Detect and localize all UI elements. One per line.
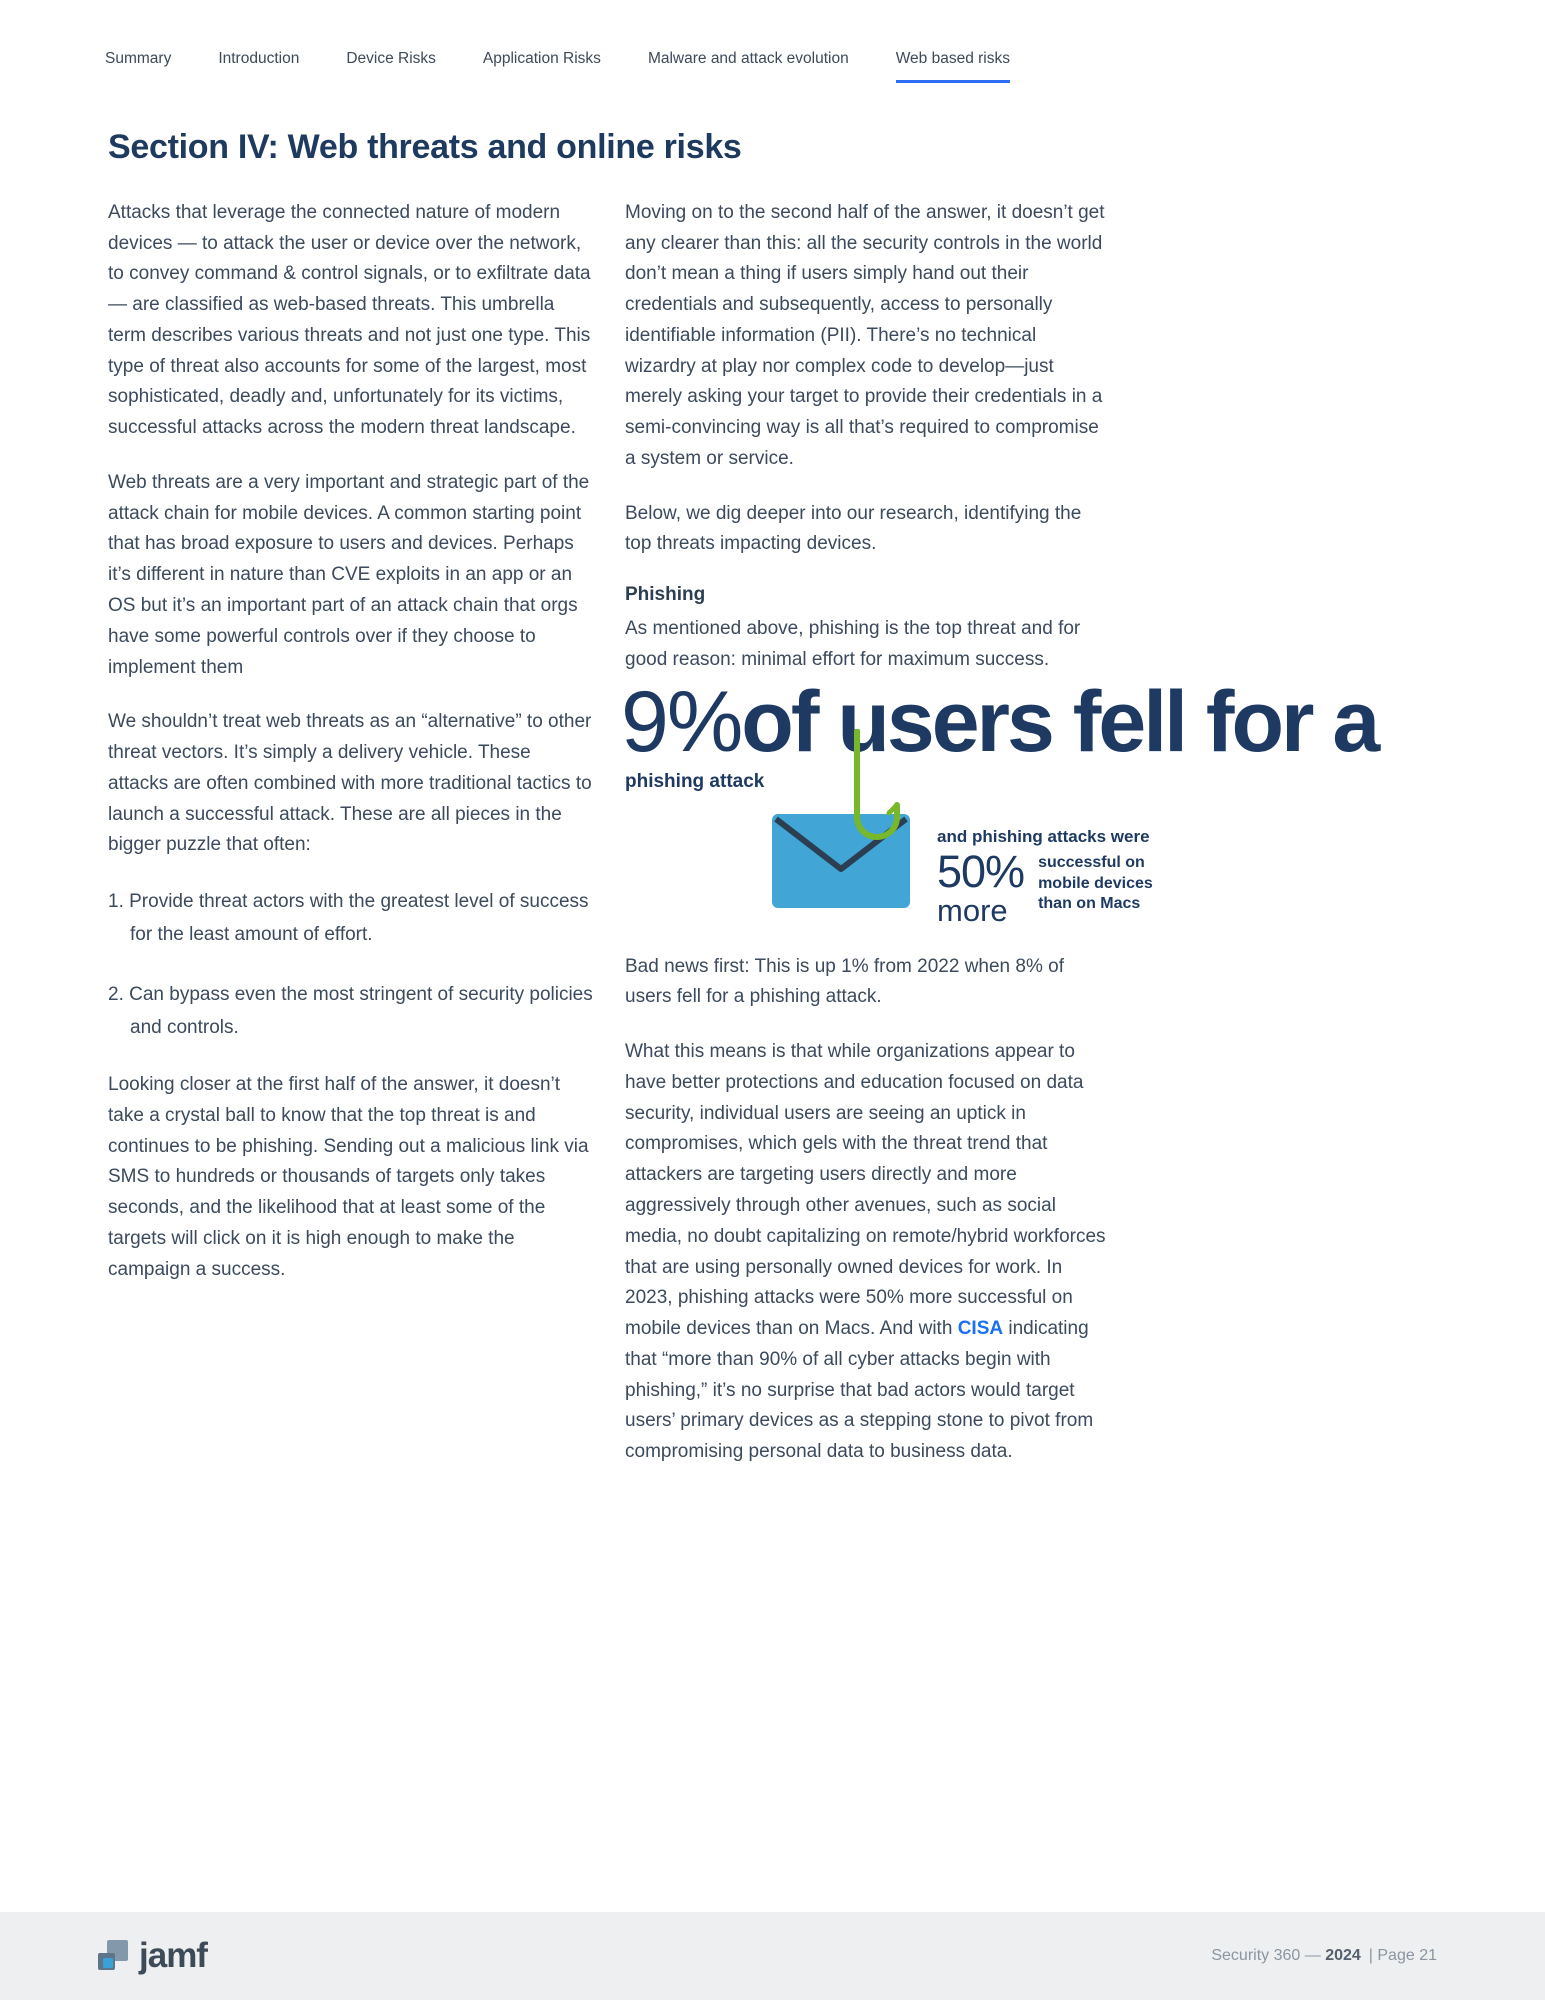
paragraph: Attacks that leverage the connected nature of modern devices — to attack the user or device over the network, to convey command & control signals, or to exfiltrate data — are classified as web-based threats. This umbrella term describes various threats and not just one type. This type of threat also accounts for some of the largest, most sophisticated, deadly and, unfortunately for its victims, successful attacks across the modern threat landscape. xyxy=(108,201,591,439)
nav-item-introduction[interactable]: Introduction xyxy=(218,50,300,67)
paragraph: Web threats are a very important and strategic part of the attack chain for mobile devices. A common starting point that has broad exposure to users and devices. Perhaps it’s different in nature than CVE exploits in an app or an OS but it’s an important part of an attack chain that orgs have some powerful controls over if they choose to implement them xyxy=(108,471,590,678)
content-columns xyxy=(0,168,1545,1492)
paragraph-text: What this means is that while organizations appear to have better protections and education focused on data security, individual users are seeing an uptick in compromises, which gels with the threat trend that attackers are targeting users directly and more aggressively through other avenues, such as social media, no doubt capitalizing on remote/hybrid workforces that are using personally owned devices for work. In 2023, phishing attacks were 50% more successful on mobile devices than on Macs. And with xyxy=(625,1041,1106,1340)
stat-headline-text: of users fell for a xyxy=(741,673,1378,770)
paragraph: Below, we dig deeper into our research, identifying the top threats impacting devices. xyxy=(625,502,1082,555)
envelope-icon xyxy=(771,813,911,909)
cisa-link[interactable]: CISA xyxy=(957,1318,1004,1340)
page-footer xyxy=(0,1912,1545,2000)
stat-side-captions xyxy=(937,813,1170,929)
left-column xyxy=(108,198,595,1492)
nav-item-device-risks[interactable]: Device Risks xyxy=(346,50,436,67)
paragraph-with-link xyxy=(625,1037,1112,1468)
stat-caption-side: successful on mobile devices than on Macs xyxy=(1038,854,1153,913)
paragraph: We shouldn’t treat web threats as an “alternative” to other threat vectors. It’s simply a delivery vehicle. These attacks are often combined with more traditional tactics to launch a successful attack. These are all pieces in the bigger puzzle that often: xyxy=(108,711,592,856)
page-title: Section IV: Web threats and online risks xyxy=(108,128,742,166)
stat-headline xyxy=(621,673,1378,770)
footer-doc-title: Security 360 — xyxy=(1211,1947,1326,1964)
jamf-logo-icon xyxy=(95,1938,131,1974)
stat-caption-top: and phishing attacks were xyxy=(937,827,1150,847)
fifty-percent-stack xyxy=(937,846,1025,929)
nav-item-web-based-risks[interactable]: Web based risks xyxy=(896,50,1010,83)
stat-subline: phishing attack xyxy=(625,771,765,793)
phishing-stat-graphic xyxy=(621,673,1378,929)
right-column xyxy=(621,198,1378,1492)
fifty-percent-value: 50% xyxy=(937,846,1025,898)
jamf-logo xyxy=(95,1936,207,1976)
stat-number: 9% xyxy=(621,673,742,770)
paragraph: Moving on to the second half of the answer, it doesn’t get any clearer than this: all the security controls in the world don’t mean a thing if users simply hand out their credentials and subsequently, access to personally identifiable information (PII). There’s no technical wizardry at play nor complex code to develop—just merely asking your target to provide their credentials in a semi-convincing way is all that’s required to compromise a system or service. xyxy=(625,201,1105,469)
fifty-percent-row xyxy=(937,846,1170,929)
footer-doc-info xyxy=(1211,1947,1437,1965)
paragraph-text: indicating that “more than 90% of all cyber attacks begin with phishing,” it’s no surprise that bad actors would target users’ primary devices as a stepping stone to pivot from compromising personal data to business data. xyxy=(625,1318,1094,1463)
envelope-icon-shape xyxy=(771,813,911,909)
footer-doc-year: 2024 xyxy=(1325,1947,1361,1964)
nav-item-application-risks[interactable]: Application Risks xyxy=(482,50,601,67)
jamf-logo-text: jamf xyxy=(139,1936,207,1975)
stat-row xyxy=(771,813,1153,929)
paragraph: Looking closer at the first half of the answer, it doesn’t take a crystal ball to know that the top threat is and continues to be phishing. Sending out a malicious link via SMS to hundreds or thousands of targets only takes seconds, and the likelihood that at least some of the targets will click on it is high enough to make the campaign a success. xyxy=(108,1074,589,1280)
phishing-heading: Phishing xyxy=(625,584,706,606)
numbered-list-item: 2. Can bypass even the most stringent of security policies and controls. xyxy=(108,983,593,1038)
top-nav xyxy=(0,0,1545,83)
paragraph: As mentioned above, phishing is the top threat and for good reason: minimal effort for maximum success. xyxy=(625,618,1081,670)
footer-page-number: | Page 21 xyxy=(1368,1947,1437,1964)
fifty-percent-word: more xyxy=(937,893,1008,929)
nav-item-malware[interactable]: Malware and attack evolution xyxy=(647,50,849,67)
paragraph: Bad news first: This is up 1% from 2022 when 8% of users fell for a phishing attack. xyxy=(625,955,1064,1008)
numbered-list-item: 1. Provide threat actors with the greatest level of success for the least amount of effort. xyxy=(108,891,589,946)
nav-item-summary[interactable]: Summary xyxy=(105,50,172,67)
